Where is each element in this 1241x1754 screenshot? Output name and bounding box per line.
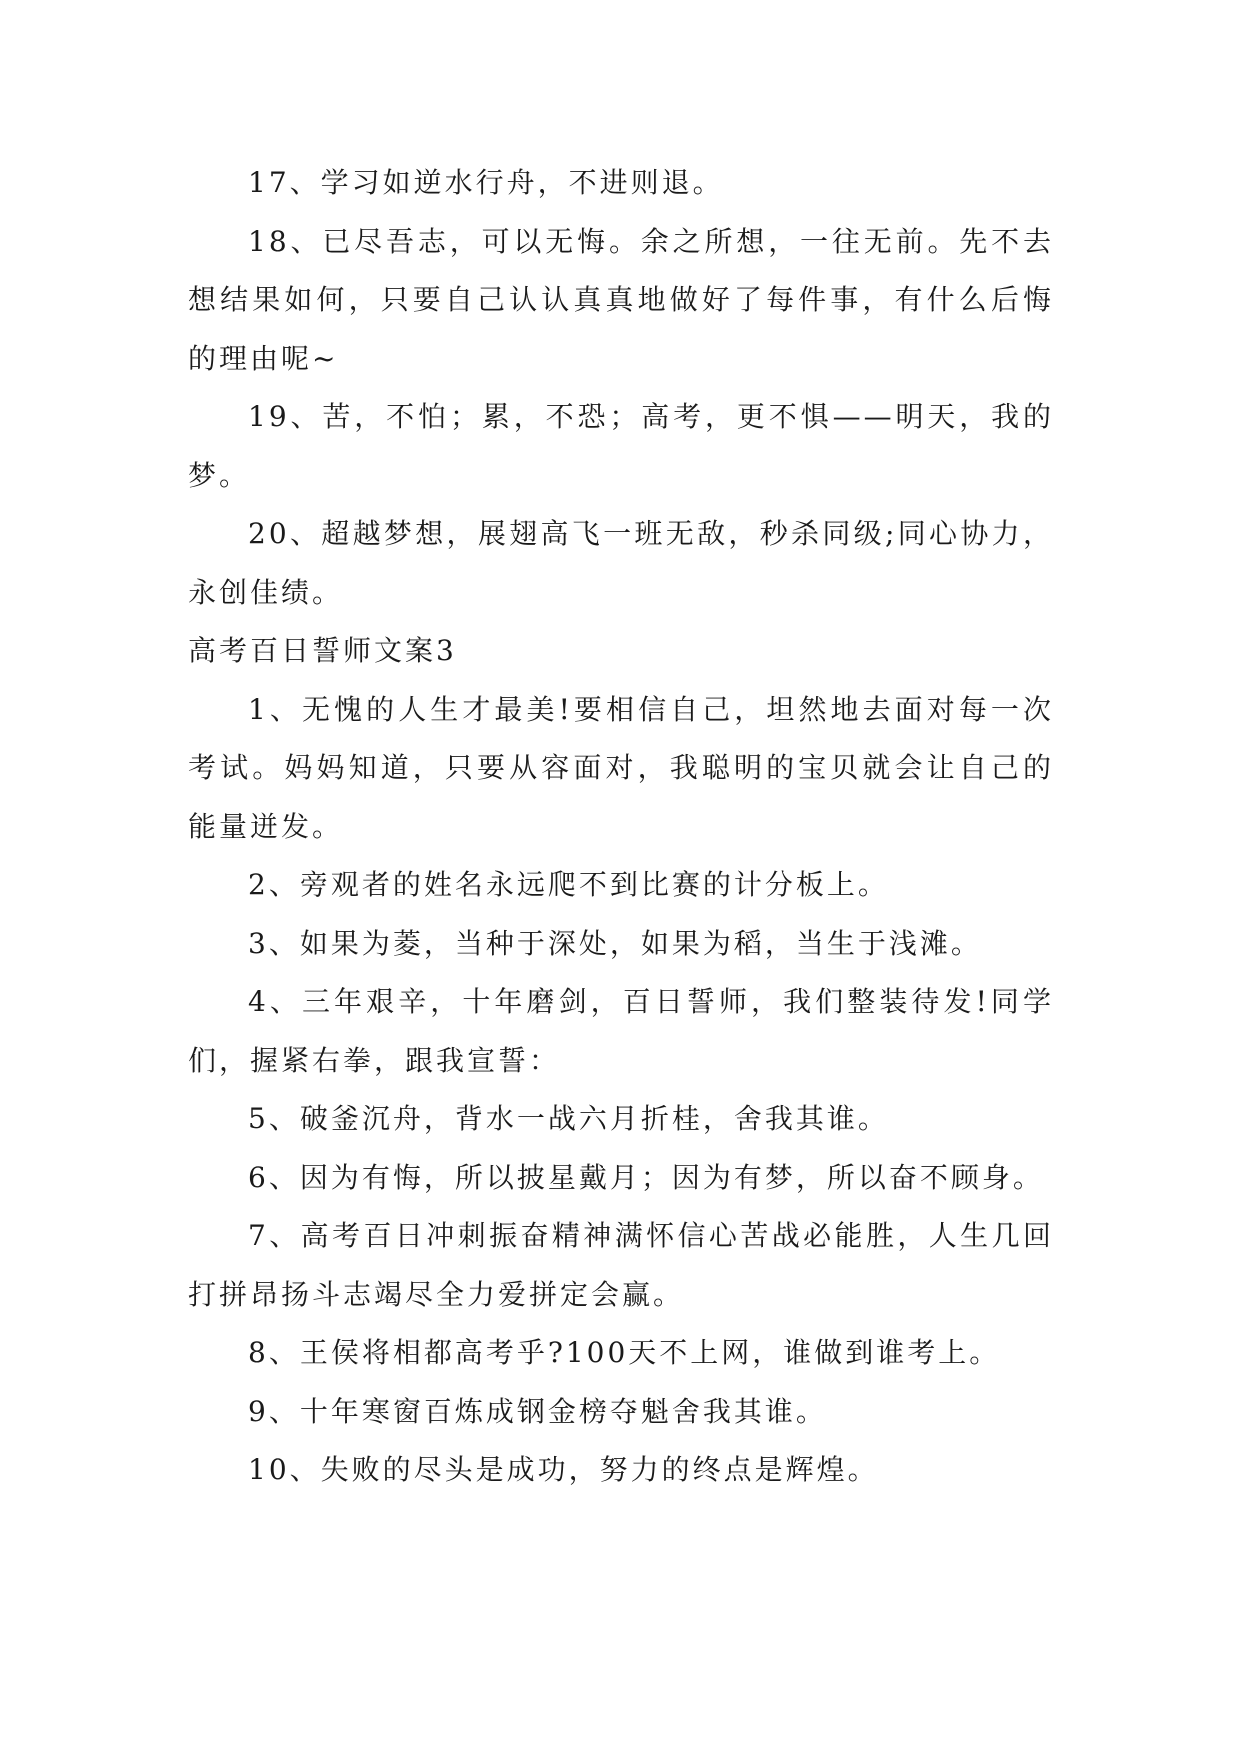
paragraph-item-9: 9、十年寒窗百炼成钢金榜夺魁舍我其谁。 [248, 1394, 827, 1428]
paragraph-item-20: 20、超越梦想，展翅高飞一班无敌，秒杀同级;同心协力，永创佳绩。 [188, 517, 1054, 609]
section-heading: 高考百日誓师文案3 [188, 634, 457, 667]
paragraph-item-8: 8、王侯将相都高考乎?100天不上网，谁做到谁考上。 [248, 1336, 1001, 1369]
paragraph-item-19: 19、苦，不怕；累，不恐；高考，更不惧——明天，我的梦。 [188, 400, 1054, 492]
document-page [188, 154, 1054, 1500]
paragraph-item-10: 10、失败的尽头是成功，努力的终点是辉煌。 [248, 1453, 879, 1486]
paragraph-item-17: 17、学习如逆水行舟，不进则退。 [248, 166, 724, 199]
paragraph-item-2: 2、旁观者的姓名永远爬不到比赛的计分板上。 [248, 868, 889, 901]
paragraph-item-6: 6、因为有悔，所以披星戴月；因为有梦，所以奋不顾身。 [248, 1160, 1044, 1194]
paragraph-item-18: 18、已尽吾志，可以无悔。余之所想，一往无前。先不去想结果如何，只要自己认认真真地做好了每件事，有什么后悔的理由呢~ [188, 224, 1054, 375]
paragraph-item-3: 3、如果为菱，当种于深处，如果为稻，当生于浅滩。 [248, 926, 982, 960]
paragraph-item-7: 7、高考百日冲刺振奋精神满怀信心苦战必能胜，人生几回打拼昂扬斗志竭尽全力爱拼定会赢。 [188, 1219, 1054, 1311]
paragraph-item-4: 4、三年艰辛，十年磨剑，百日誓师，我们整装待发!同学们，握紧右拳，跟我宣誓： [188, 985, 1054, 1077]
paragraph-item-1: 1、无愧的人生才最美!要相信自己，坦然地去面对每一次考试。妈妈知道，只要从容面对，我聪明的宝贝就会让自己的能量迸发。 [188, 692, 1054, 843]
paragraph-item-5: 5、破釜沉舟，背水一战六月折桂，舍我其谁。 [248, 1102, 889, 1135]
